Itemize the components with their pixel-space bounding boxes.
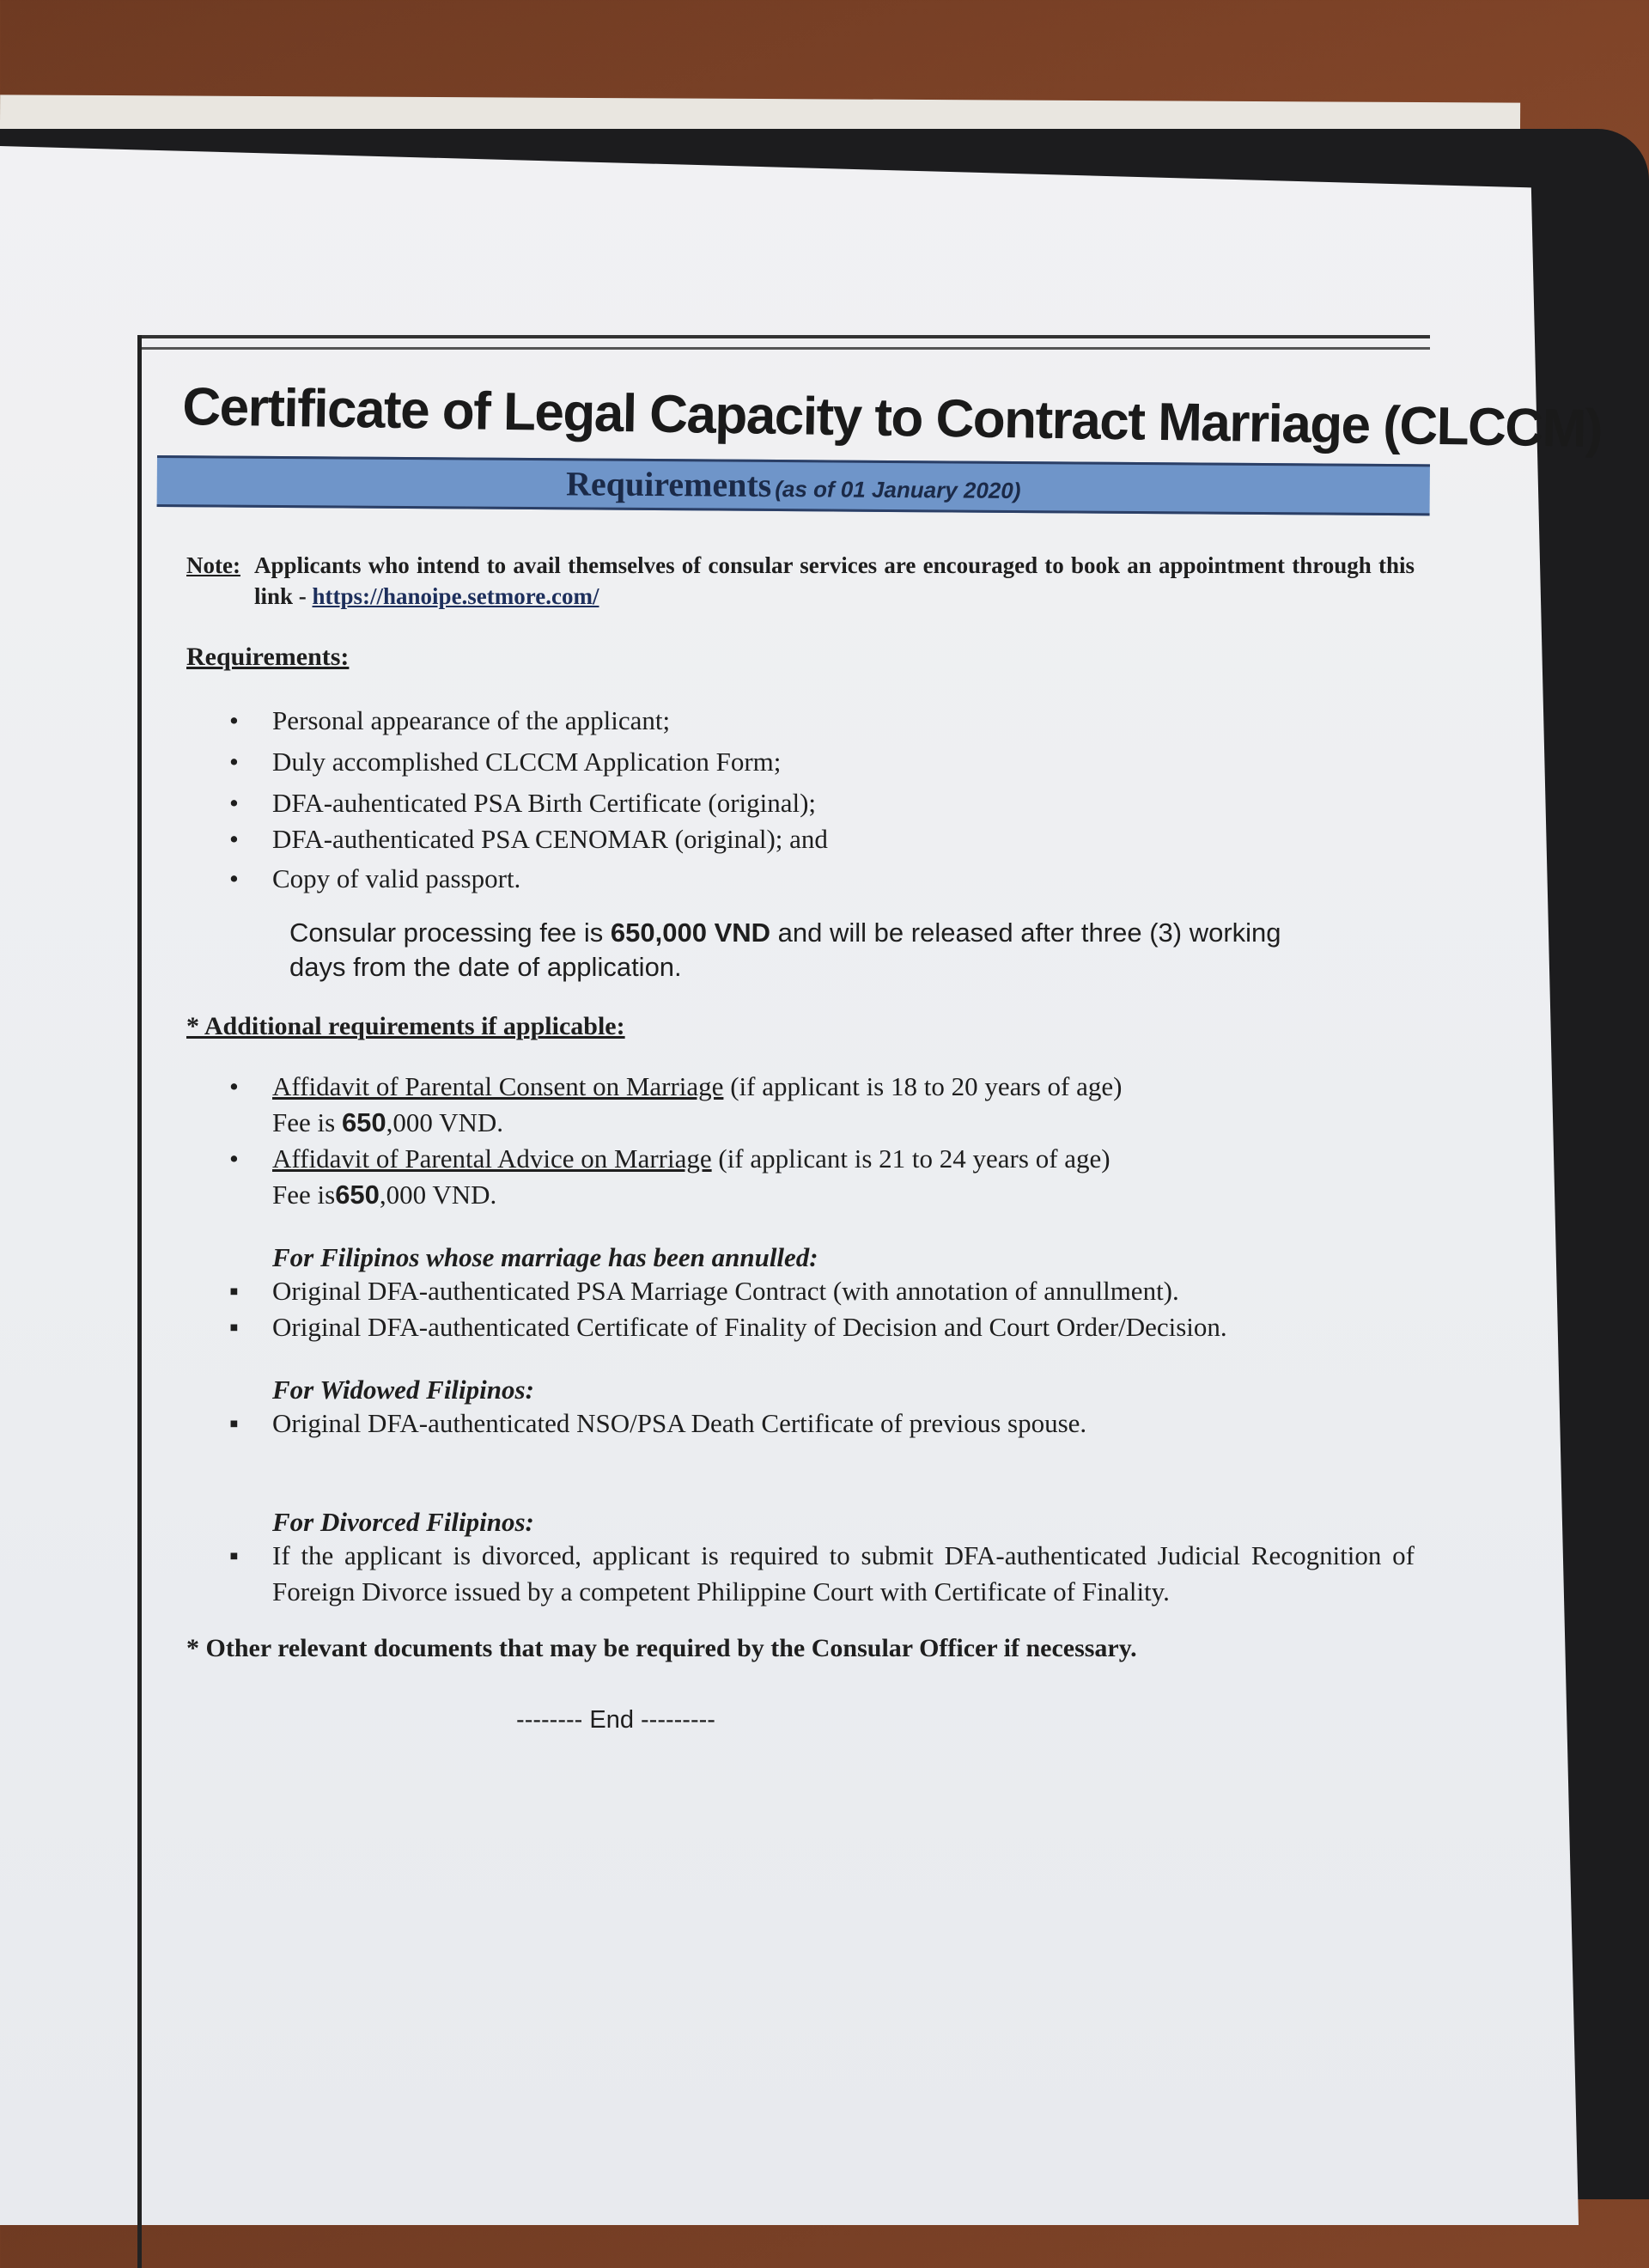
list-item: • Duly accomplished CLCCM Application Form; [186, 744, 1415, 780]
widowed-list [186, 1405, 1415, 1442]
list-item: • DFA-authenticated PSA CENOMAR (original); and [186, 821, 1415, 857]
band-date: (as of 01 January 2020) [775, 476, 1021, 504]
list-item: ▪ Original DFA-authenticated Certificate of Finality of Decision and Court Order/Decision. [186, 1309, 1415, 1345]
divorced-heading: For Divorced Filipinos: [272, 1507, 534, 1537]
list-item: • Copy of valid passport. [186, 861, 1415, 897]
additional-heading: * Additional requirements if applicable: [186, 1012, 625, 1040]
square-bullet-icon: ▪ [229, 1540, 239, 1570]
annulled-list [186, 1273, 1415, 1345]
note-text: Applicants who intend to avail themselves of consular services are encouraged to book an appointment through this link - [253, 552, 1415, 609]
square-bullet-icon: ▪ [229, 1276, 239, 1306]
additional-list [186, 1069, 1415, 1213]
list-item: ▪ Original DFA-authenticated PSA Marriage Contract (with annotation of annullment). [186, 1273, 1415, 1309]
square-bullet-icon: ▪ [229, 1312, 239, 1342]
bullet-icon: • [229, 705, 239, 735]
band-label: Requirements [565, 464, 772, 504]
note [186, 550, 1415, 612]
requirements-list [186, 703, 1415, 897]
list-item: • Affidavit of Parental Consent on Marriage (if applicant is 18 to 20 years of age) Fee is 650,000 VND. [186, 1069, 1415, 1141]
appointment-link[interactable]: https://hanoipe.setmore.com/ [312, 583, 599, 609]
list-item: • DFA-auhenticated PSA Birth Certificate (original); [186, 785, 1415, 821]
parental-consent-affidavit: Affidavit of Parental Consent on Marriage [272, 1071, 724, 1101]
bullet-icon: • [229, 824, 239, 854]
list-item: ▪ If the applicant is divorced, applicant is required to submit DFA-authenticated Judicial Recognition of Foreign Divorce issued by a competent Philippine Court with Certificate of Finality. [186, 1538, 1415, 1610]
requirements-band [157, 455, 1430, 515]
parental-advice-affidavit: Affidavit of Parental Advice on Marriage [272, 1143, 712, 1174]
end-marker: -------- End --------- [516, 1706, 715, 1734]
top-rule [142, 335, 1430, 350]
bullet-icon: • [229, 1143, 239, 1174]
bullet-icon: • [229, 788, 239, 818]
divorced-list [186, 1538, 1415, 1610]
requirements-heading: Requirements: [186, 643, 350, 671]
note-label: Note: [186, 552, 240, 578]
document-body [186, 550, 1415, 1735]
document-title: Certificate of Legal Capacity to Contract Marriage (CLCCM) [181, 376, 1603, 459]
document [137, 335, 1603, 2268]
processing-fee-amount: 650,000 VND [610, 918, 771, 948]
widowed-heading: For Widowed Filipinos: [272, 1375, 534, 1405]
bullet-icon: • [229, 747, 239, 777]
annulled-heading: For Filipinos whose marriage has been annulled: [272, 1242, 818, 1272]
bullet-icon: • [229, 1071, 239, 1101]
list-item: ▪ Original DFA-authenticated NSO/PSA Death Certificate of previous spouse. [186, 1405, 1415, 1442]
processing-fee-text: Consular processing fee is 650,000 VND and will be released after three (3) working days from the date of application. [289, 918, 1281, 982]
list-item: • Personal appearance of the applicant; [186, 703, 1415, 739]
list-item: • Affidavit of Parental Advice on Marriage (if applicant is 21 to 24 years of age) Fee is650,000 VND. [186, 1141, 1415, 1213]
other-documents-note: * Other relevant documents that may be required by the Consular Officer if necessary. [186, 1634, 1137, 1662]
bullet-icon: • [229, 863, 239, 893]
square-bullet-icon: ▪ [229, 1408, 239, 1438]
